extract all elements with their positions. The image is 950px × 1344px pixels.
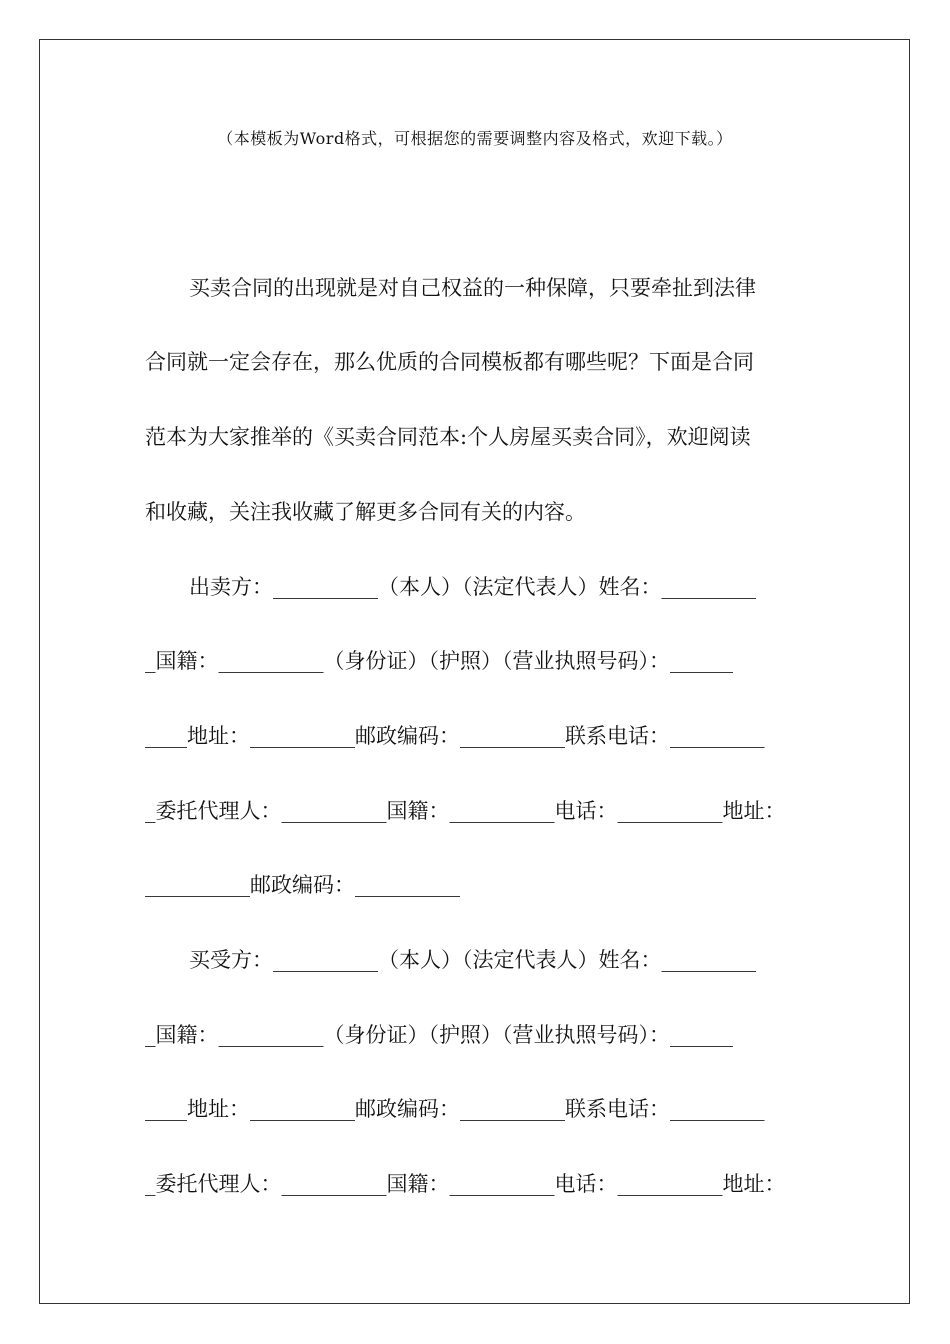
buyer-line-2: _国籍：__________（身份证）（护照）（营业执照号码）：______ [145,1023,733,1047]
intro-line-3: 范本为大家推举的《买卖合同范本:个人房屋买卖合同》，欢迎阅读 [145,425,751,449]
buyer-line-4: _委托代理人：__________国籍：__________电话：__________地址： [145,1172,786,1196]
seller-line-1: 出卖方：__________（本人）（法定代表人）姓名：_________ [189,575,756,599]
intro-line-2: 合同就一定会存在，那么优质的合同模板都有哪些呢？下面是合同 [145,350,754,374]
intro-line-1: 买卖合同的出现就是对自己权益的一种保障，只要牵扯到法律 [189,276,756,300]
template-note: （本模板为Word格式，可根据您的需要调整内容及格式，欢迎下载。） [217,129,733,148]
seller-line-2: _国籍：__________（身份证）（护照）（营业执照号码）：______ [145,649,733,673]
intro-line-4: 和收藏，关注我收藏了解更多合同有关的内容。 [145,500,586,524]
seller-line-3: ____地址：__________邮政编码：__________联系电话：_________ [145,724,765,748]
buyer-line-1: 买受方：__________（本人）（法定代表人）姓名：_________ [189,948,756,972]
buyer-line-3: ____地址：__________邮政编码：__________联系电话：_________ [145,1097,765,1121]
seller-line-5: __________邮政编码：__________ [145,873,460,897]
seller-line-4: _委托代理人：__________国籍：__________电话：__________地址： [145,799,786,823]
